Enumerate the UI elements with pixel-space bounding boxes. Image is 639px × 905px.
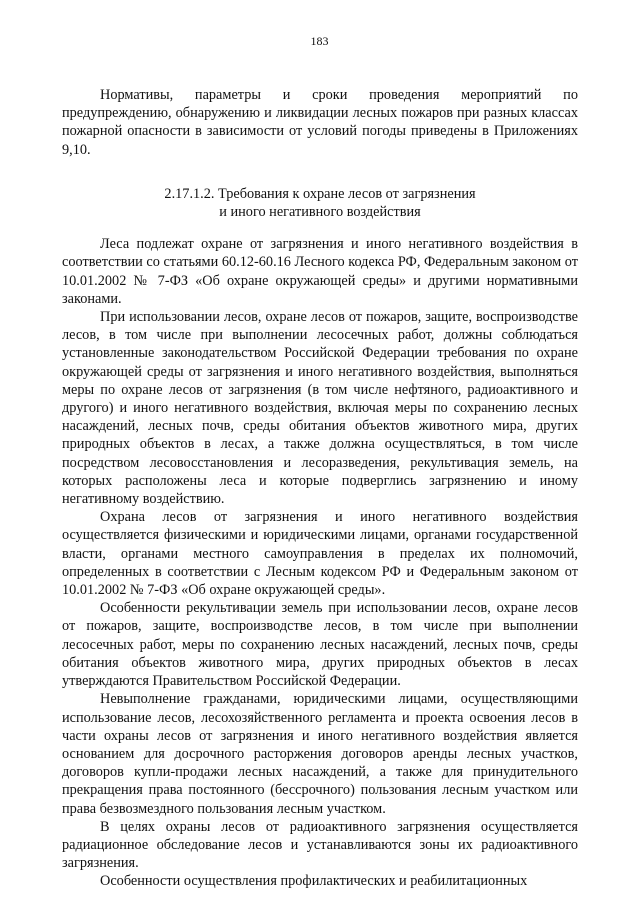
- section-heading: [62, 185, 578, 221]
- body-paragraph-6: В целях охраны лесов от радиоактивного загрязнения осуществляется радиационное обследование лесов и устанавливаются зоны их радиоактивного загрязнения.: [62, 818, 578, 872]
- intro-paragraph: Нормативы, параметры и сроки проведения мероприятий по предупреждению, обнаружению и ликвидации лесных пожаров при разных классах пожарной опасности в зависимости от условий погоды приведены в Приложениях 9,10.: [62, 87, 578, 158]
- section-heading-line-2: и иного негативного воздействия: [219, 204, 421, 221]
- body-paragraph-1: Леса подлежат охране от загрязнения и иного негативного воздействия в соответствии со статьями 60.12-60.16 Лесного кодекса РФ, Федеральным законом от 10.01.2002 № 7-ФЗ «Об охране окружающей среды» и другими нормативными законами.: [62, 236, 578, 307]
- body-paragraph-7: Особенности осуществления профилактических и реабилитационных: [100, 873, 528, 890]
- page-content: [62, 86, 578, 891]
- section-heading-line-1: 2.17.1.2. Требования к охране лесов от загрязнения: [164, 185, 476, 202]
- body-paragraph-5: Невыполнение гражданами, юридическими лицами, осуществляющими использование лесов, лесохозяйственного регламента и проекта освоения лесов в части охраны лесов от загрязнения и иного негативного воздействия является основанием для досрочного расторжения договоров аренды лесных участков, договоров купли-продажи лесных насаждений, а также для принудительного прекращения права постоянного (бессрочного) пользования лесным участком или права безвозмездного пользования лесным участком.: [62, 691, 578, 817]
- body-paragraph-2: При использовании лесов, охране лесов от пожаров, защите, воспроизводстве лесов, в том числе при выполнении лесосечных работ, должны соблюдаться установленные законодательством Российской Федерации требования по охране окружающей среды от загрязнения и иного негативного воздействия, выполняться меры по охране лесов от загрязнения (в том числе нефтяного, радиоактивного и другого) и иного негативного воздействия, включая меры по сохранению лесных насаждений, лесных почв, среды обитания объектов животного мира, других природных объектов в лесах, а также должна осуществляться, в том числе посредством лесовосстановления и лесоразведения, рекультивация земель, на которых расположены леса и которые подверглись загрязнению и иному негативному воздействию.: [62, 309, 578, 508]
- body-paragraph-4: Особенности рекультивации земель при использовании лесов, охране лесов от пожаров, защите, воспроизводстве лесов, в том числе при выполнении лесосечных работ, меры по сохранению лесных насаждений, лесных почв, среды обитания объектов животного мира, других природных объектов в лесах утверждаются Правительством Российской Федерации.: [62, 600, 578, 690]
- body-paragraph-3: Охрана лесов от загрязнения и иного негативного воздействия осуществляется физическими и юридическими лицами, органами государственной власти, органами местного самоуправления в пределах их полномочий, определенных в соответствии с Лесным кодексом РФ и Федеральным законом от 10.01.2002 № 7-ФЗ «Об охране окружающей среды».: [62, 509, 578, 599]
- page-number: 183: [310, 34, 329, 48]
